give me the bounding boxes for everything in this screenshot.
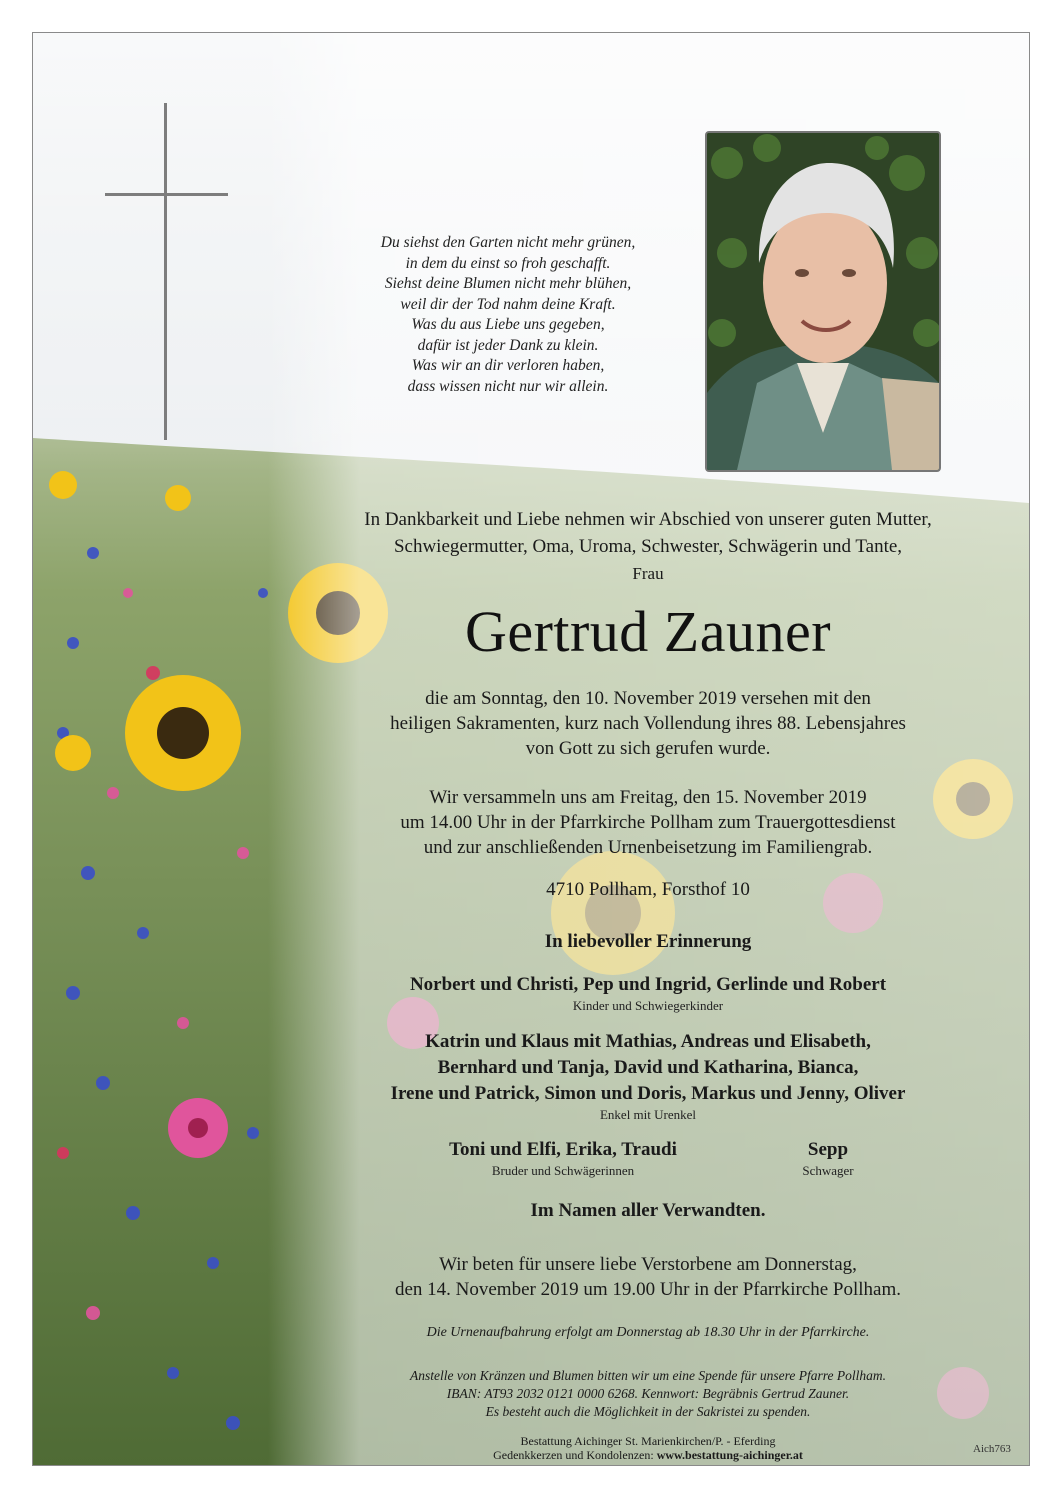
prayer-line: Wir beten für unsere liebe Verstorbene am Donnerstag, <box>439 1254 857 1275</box>
intro-line: In Dankbarkeit und Liebe nehmen wir Abschied von unserer guten Mutter, <box>364 509 932 530</box>
service-notice <box>303 785 993 860</box>
poem-line: dass wissen nicht nur wir allein. <box>407 377 609 395</box>
cross-horizontal <box>105 193 228 196</box>
deceased-name: Gertrud Zauner <box>464 599 832 664</box>
sunflower-left <box>125 675 241 791</box>
death-line: von Gott zu sich gerufen wurde. <box>525 738 771 759</box>
siblings-group <box>433 1137 693 1179</box>
document-code: Aich763 <box>973 1443 1011 1455</box>
poem-line: Siehst deine Blumen nicht mehr blühen, <box>384 275 632 292</box>
footer-line <box>303 1448 993 1462</box>
service-line: Wir versammeln uns am Freitag, den 15. November 2019 <box>429 787 867 808</box>
children-group <box>303 972 993 1014</box>
footer-prefix: Gedenkkerzen und Kondolenzen: <box>493 1448 657 1462</box>
grandchildren-line: Katrin und Klaus mit Mathias, Andreas und Elisabeth, <box>425 1031 871 1052</box>
funeral-home-footer <box>303 1434 993 1462</box>
footer-line: Bestattung Aichinger St. Marienkirchen/P. - Eferding <box>520 1434 776 1448</box>
salutation: Frau <box>632 564 664 583</box>
poem-line: Du siehst den Garten nicht mehr grünen, <box>380 234 636 251</box>
children-role: Kinder und Schwiegerkinder <box>572 998 724 1013</box>
death-line: heiligen Sakramenten, kurz nach Vollendung ihres 88. Lebensjahres <box>390 713 906 734</box>
obituary-card <box>32 32 1030 1466</box>
prayer-notice <box>303 1252 993 1302</box>
prayer-line: den 14. November 2019 um 19.00 Uhr in der Pfarrkirche Pollham. <box>394 1279 902 1300</box>
poem-line: Was wir an dir verloren haben, <box>411 357 605 374</box>
address: 4710 Pollham, Forsthof 10 <box>546 879 750 900</box>
intro-text <box>303 506 993 560</box>
poem-line: weil dir der Tod nahm deine Kraft. <box>400 295 616 313</box>
donation-line: IBAN: AT93 2032 0121 0000 6268. Kennwort: Begräbnis Gertrud Zauner. <box>446 1386 850 1401</box>
children-names: Norbert und Christi, Pep und Ingrid, Gerlinde und Robert <box>409 974 887 995</box>
grandchildren-group <box>303 1029 993 1123</box>
poem-line: in dem du einst so froh geschafft. <box>405 254 611 272</box>
donation-line: Es besteht auch die Möglichkeit in der Sakristei zu spenden. <box>485 1404 811 1419</box>
grandchildren-role: Enkel mit Urenkel <box>599 1107 697 1122</box>
grandchildren-line: Irene und Patrick, Simon und Doris, Markus und Jenny, Oliver <box>390 1083 906 1104</box>
brother-in-law-group <box>763 1137 893 1179</box>
poem <box>308 233 708 397</box>
memory-heading: In liebevoller Erinnerung <box>544 931 752 952</box>
brother-in-law-role: Schwager <box>802 1163 854 1178</box>
portrait-photo <box>705 131 941 472</box>
service-line: um 14.00 Uhr in der Pfarrkirche Pollham zum Trauergottesdienst <box>400 812 896 833</box>
brother-in-law-name: Sepp <box>807 1139 849 1160</box>
siblings-row <box>303 1137 993 1187</box>
siblings-role: Bruder und Schwägerinnen <box>491 1163 635 1178</box>
intro-line: Schwiegermutter, Oma, Uroma, Schwester, Schwägerin und Tante, <box>393 536 903 557</box>
footer-website-link[interactable]: www.bestattung-aichinger.at <box>656 1448 803 1462</box>
siblings-names: Toni und Elfi, Erika, Traudi <box>449 1139 677 1160</box>
cross-vertical <box>164 103 167 440</box>
donation-notice <box>303 1367 993 1421</box>
death-line: die am Sonntag, den 10. November 2019 versehen mit den <box>425 688 871 709</box>
urn-notice: Die Urnenaufbahrung erfolgt am Donnerstag ab 18.30 Uhr in der Pfarrkirche. <box>426 1325 870 1340</box>
poem-line: dafür ist jeder Dank zu klein. <box>417 336 599 354</box>
service-line: und zur anschließenden Urnenbeisetzung im Familiengrab. <box>423 837 873 858</box>
grandchildren-line: Bernhard und Tanja, David und Katharina, Bianca, <box>437 1057 859 1078</box>
death-notice <box>303 686 993 761</box>
all-relatives: Im Namen aller Verwandten. <box>530 1200 766 1221</box>
poem-line: Was du aus Liebe uns gegeben, <box>411 316 605 333</box>
donation-line: Anstelle von Kränzen und Blumen bitten wir um eine Spende für unsere Pfarre Pollham. <box>410 1368 886 1383</box>
